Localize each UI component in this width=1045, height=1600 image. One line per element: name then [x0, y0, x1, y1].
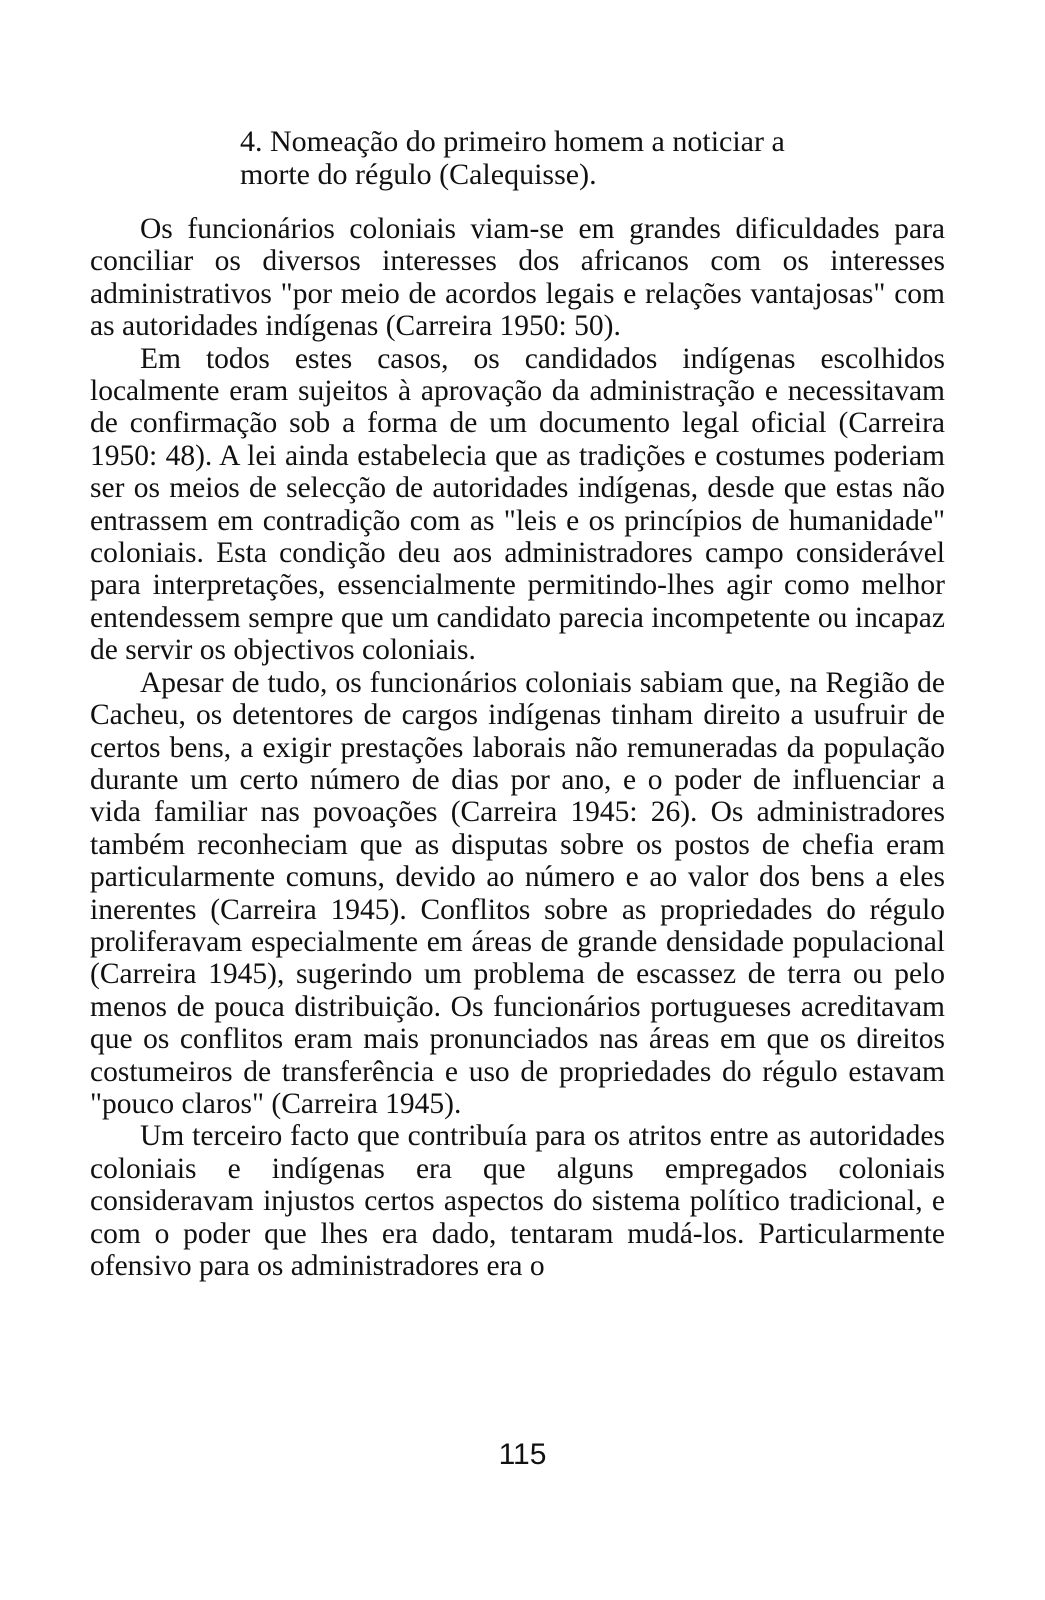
list-item-text: Nomeação do primeiro homem a noticiar a: [270, 125, 785, 158]
paragraph-1: Os funcionários coloniais viam-se em grandes dificuldades para conciliar os diversos interesses dos africanos com os interesses administrativos "por meio de acordos legais e relações vantajosas" com as autoridades indígenas (Carreira 1950: 50).: [90, 213, 945, 343]
paragraph-2: Em todos estes casos, os candidados indígenas escolhidos localmente eram sujeitos à aprovação da administração e necessitavam de confirmação sob a forma de um documento legal oficial (Carreira 1950: 48). A lei ainda estabelecia que as tradições e costumes poderiam ser os meios de selecção de autoridades indígenas, desde que estas não entrassem em contradição com as "leis e os princípios de humanidade" coloniais. Esta condição deu aos administradores campo considerável para interpretações, essencialmente permitindo-lhes agir como melhor entendessem sempre que um candidato parecia incompetente ou incapaz de servir os objectivos coloniais.: [90, 342, 945, 667]
paragraph-3: Apesar de tudo, os funcionários coloniais sabiam que, na Região de Cacheu, os detentores de cargos indígenas tinham direito a usufruir de certos bens, a exigir prestações laborais não remuneradas da população durante um certo número de dias por ano, e o poder de influenciar a vida familiar nas povoações (Carreira 1945: 26). Os administradores também reconheciam que as disputas sobre os postos de chefia eram particularmente comuns, devido ao número e ao valor dos bens a eles inerentes (Carreira 1945). Conflitos sobre as propriedades do régulo proliferavam especialmente em áreas de grande densidade populacional (Carreira 1945), sugerindo um problema de escassez de terra ou pelo menos de pouca distribuição. Os funcionários portugueses acreditavam que os conflitos eram mais pronunciados nas áreas em que os direitos costumeiros de transferência e uso de propriedades do régulo estavam "pouco claros" (Carreira 1945).: [90, 666, 945, 1120]
paragraph-4: Um terceiro facto que contribuía para os atritos entre as autoridades coloniais e indígenas era que alguns empregados coloniais consideravam injustos certos aspectos do sistema político tradicional, e com o poder que lhes era dado, tentaram mudá-los. Particularmente ofensivo para os administradores era o: [90, 1120, 945, 1282]
list-item: [90, 126, 945, 191]
page-body: [90, 126, 945, 1282]
page-number: 115: [498, 1438, 547, 1471]
list-item-continuation: morte do régulo (Calequisse).: [240, 157, 597, 191]
list-item-number: 4.: [240, 125, 263, 158]
